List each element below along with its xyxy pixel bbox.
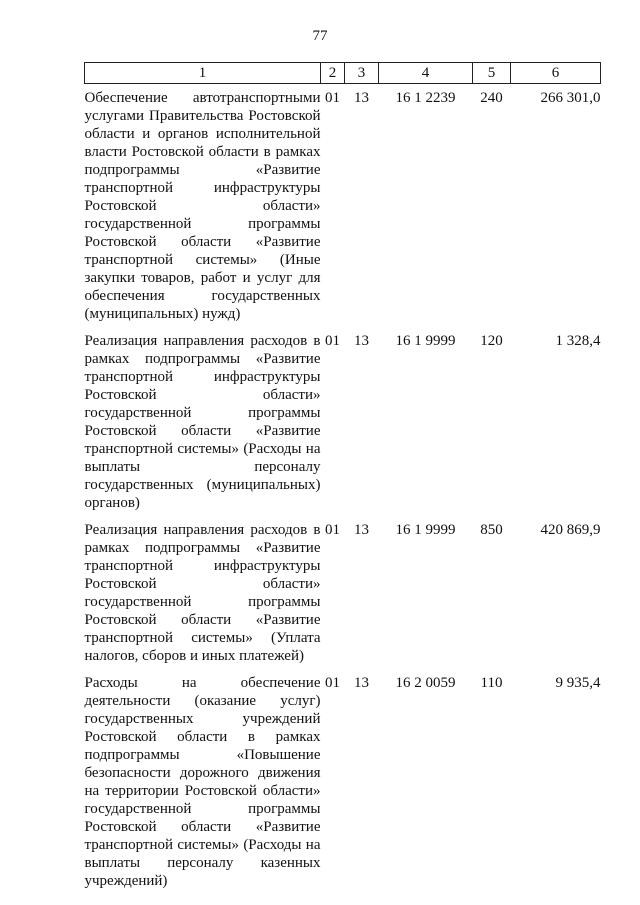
page-number: 77 <box>312 28 328 44</box>
header-col-3: 3 <box>345 63 379 84</box>
row-section-code: 01 <box>325 333 340 349</box>
table-row <box>85 516 601 669</box>
row-subsection-code: 13 <box>354 522 369 538</box>
row-description: Обеспечение автотранспортными услугами Правительства Ростовской области и органов исполнительной власти Ростовской области в рамках подпрограммы «Развитие транспортной инфраструктуры Ростовской области» государственной программы Ростовской области «Развитие транспортной системы» (Иные закупки товаров, работ и услуг для обеспечения государственных (муниципальных) нужд) <box>84 90 321 322</box>
row-expense-type-code: 850 <box>480 522 503 538</box>
row-amount: 1 328,4 <box>555 333 601 349</box>
row-target-item-code: 16 1 9999 <box>395 333 456 349</box>
table-body <box>85 84 601 895</box>
header-col-1: 1 <box>85 63 321 84</box>
header-col-5: 5 <box>473 63 511 84</box>
row-amount: 266 301,0 <box>540 90 601 106</box>
table-row <box>85 327 601 516</box>
row-section-code: 01 <box>325 90 340 106</box>
row-subsection-code: 13 <box>354 333 369 349</box>
row-description: Реализация направления расходов в рамках подпрограммы «Развитие транспортной инфраструктуры Ростовской области» государственной программы Ростовской области «Развитие транспортной системы» (Расходы на выплаты персоналу государственных (муниципальных) органов) <box>84 333 321 511</box>
row-expense-type-code: 240 <box>480 90 503 106</box>
header-col-6: 6 <box>511 63 601 84</box>
row-subsection-code: 13 <box>354 675 369 691</box>
row-target-item-code: 16 1 9999 <box>395 522 456 538</box>
row-expense-type-code: 120 <box>480 333 503 349</box>
row-section-code: 01 <box>325 675 340 691</box>
row-description: Расходы на обеспечение деятельности (оказание услуг) государственных учреждений Ростовской области в рамках подпрограммы «Повышение безопасности дорожного движения на территории Ростовской области» государственной программы Ростовской области «Развитие транспортной системы» (Расходы на выплаты персоналу казенных учреждений) <box>84 675 321 889</box>
header-col-2: 2 <box>321 63 345 84</box>
row-amount: 420 869,9 <box>540 522 601 538</box>
row-description: Реализация направления расходов в рамках подпрограммы «Развитие транспортной инфраструктуры Ростовской области» государственной программы Ростовской области «Развитие транспортной системы» (Уплата налогов, сборов и иных платежей) <box>84 522 321 664</box>
row-target-item-code: 16 1 2239 <box>395 90 456 106</box>
row-expense-type-code: 110 <box>480 675 503 691</box>
header-col-4: 4 <box>379 63 473 84</box>
budget-table <box>84 62 601 894</box>
row-amount: 9 935,4 <box>555 675 601 691</box>
row-subsection-code: 13 <box>354 90 369 106</box>
table-row <box>85 669 601 894</box>
table-row <box>85 84 601 328</box>
row-section-code: 01 <box>325 522 340 538</box>
header-row <box>85 63 601 84</box>
row-target-item-code: 16 2 0059 <box>395 675 456 691</box>
table-header <box>85 63 601 84</box>
